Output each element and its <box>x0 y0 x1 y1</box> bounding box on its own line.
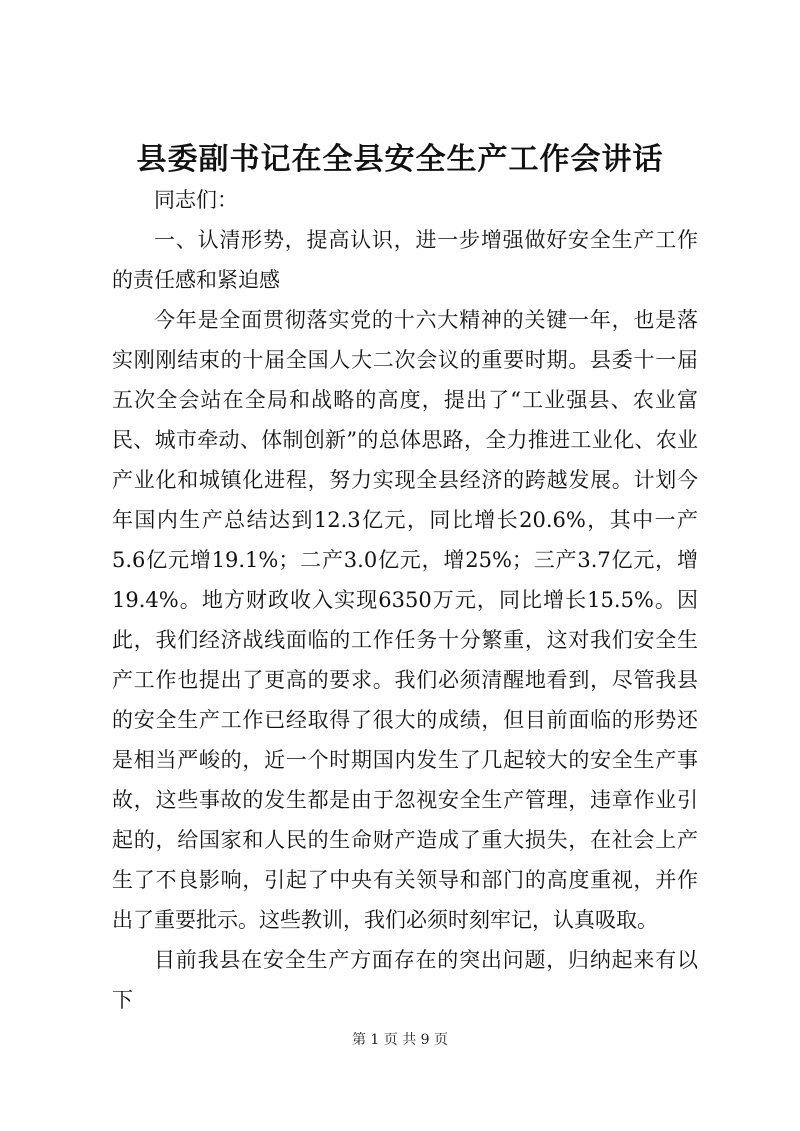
document-title: 县委副书记在全县安全生产工作会讲话 <box>136 142 664 177</box>
section-heading-paragraph: 一、认清形势，提高认识，进一步增强做好安全生产工作的责任感和紧迫感 <box>112 228 698 292</box>
body-paragraph: 今年是全面贯彻落实党的十六大精神的关键一年，也是落实刚刚结束的十届全国人大二次会议的重要时期。县委十一届五次全会站在全局和战略的高度，提出了“工业强县、农业富民、城市牵动、体制创新”的总体思路，全力推进工业化、农业产业化和城镇化进程，努力实现全县经济的跨越发展。计划今年国内生产总结达到12.3亿元，同比增长20.6%，其中一产5.6亿元增19.1%；二产3.0亿元，增25%；三产3.7亿元，增19.4%。地方财政收入实现6350万元，同比增长15.5%。因此，我们经济战线面临的工作任务十分繁重，这对我们安全生产工作也提出了更高的要求。我们必须清醒地看到，尽管我县的安全生产工作已经取得了很大的成绩，但目前面临的形势还是相当严峻的，近一个时期国内发生了几起较大的安全生产事故，这些事故的发生都是由于忽视安全生产管理，违章作业引起的，给国家和人民的生命财产造成了重大损失，在社会上产生了不良影响，引起了中央有关领导和部门的高度重视，并作出了重要批示。这些教训，我们必须时刻牢记，认真吸取。 <box>112 308 698 932</box>
salutation-paragraph: 同志们： <box>154 188 238 212</box>
body-paragraph: 目前我县在安全生产方面存在的突出问题，归纳起来有以下 <box>112 948 698 1012</box>
page-number-footer: 第 1 页 共 9 页 <box>351 1032 449 1048</box>
document-body <box>112 180 698 1020</box>
